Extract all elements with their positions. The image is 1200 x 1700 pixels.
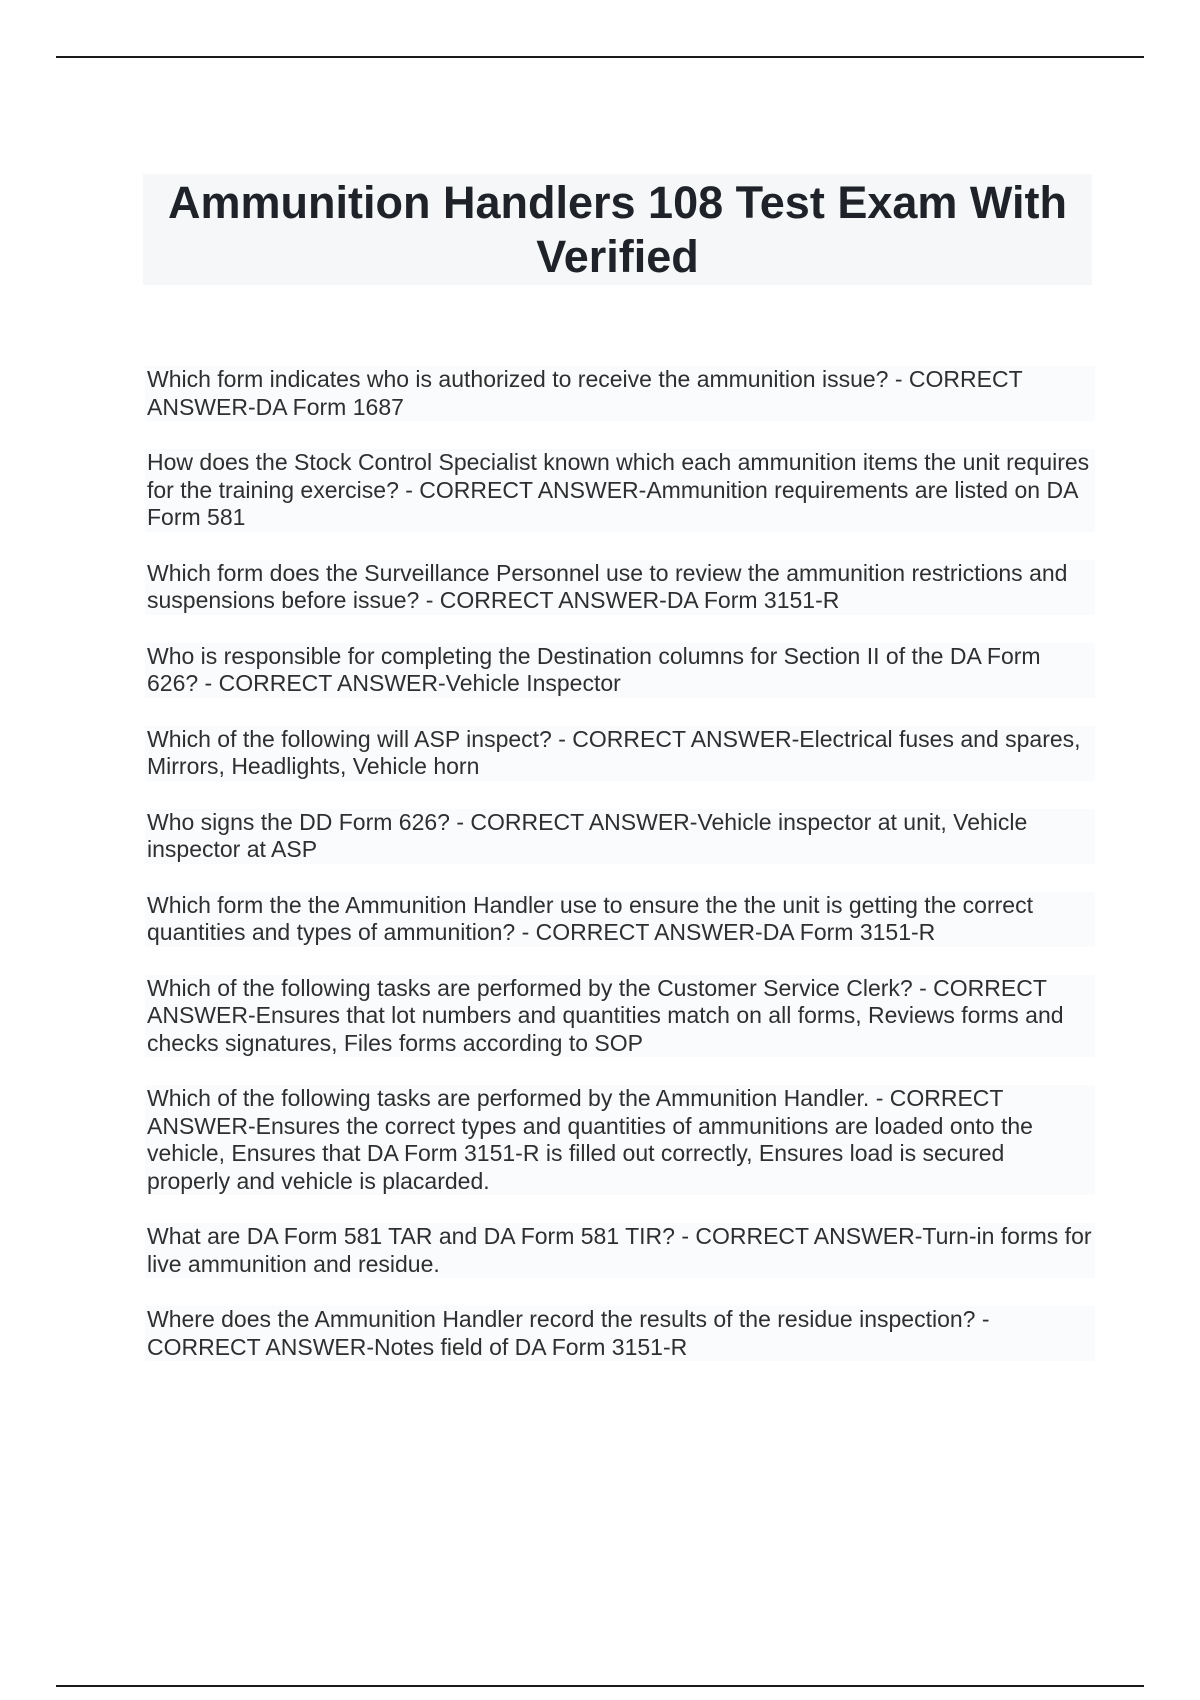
qa-item: Which of the following tasks are performed by the Ammunition Handler. - CORRECT ANSWER-Ensures the correct types and quantities of ammunitions are loaded onto the vehicle, Ensures that DA Form 3151-R is filled out correctly, Ensures load is secured properly and vehicle is placarded. <box>145 1085 1095 1195</box>
qa-item: Who signs the DD Form 626? - CORRECT ANSWER-Vehicle inspector at unit, Vehicle inspector at ASP <box>145 809 1095 864</box>
qa-item: Where does the Ammunition Handler record the results of the residue inspection? - CORRECT ANSWER-Notes field of DA Form 3151-R <box>145 1306 1095 1361</box>
qa-item: How does the Stock Control Specialist known which each ammunition items the unit requires for the training exercise? - CORRECT ANSWER-Ammunition requirements are listed on DA Form 581 <box>145 449 1095 532</box>
qa-item: Which of the following will ASP inspect? - CORRECT ANSWER-Electrical fuses and spares, Mirrors, Headlights, Vehicle horn <box>145 726 1095 781</box>
document-title: Ammunition Handlers 108 Test Exam With Verified <box>168 176 1067 282</box>
qa-item: Which of the following tasks are performed by the Customer Service Clerk? - CORRECT ANSWER-Ensures that lot numbers and quantities match on all forms, Reviews forms and checks signatures, Files forms according to SOP <box>145 975 1095 1058</box>
qa-item: Which form the the Ammunition Handler use to ensure the the unit is getting the correct quantities and types of ammunition? - CORRECT ANSWER-DA Form 3151-R <box>145 892 1095 947</box>
qa-item: Which form indicates who is authorized to receive the ammunition issue? - CORRECT ANSWER-DA Form 1687 <box>145 366 1095 421</box>
qa-item: Who is responsible for completing the Destination columns for Section II of the DA Form 626? - CORRECT ANSWER-Vehicle Inspector <box>145 643 1095 698</box>
top-rule <box>56 56 1144 58</box>
qa-item: Which form does the Surveillance Personnel use to review the ammunition restrictions and suspensions before issue? - CORRECT ANSWER-DA Form 3151-R <box>145 560 1095 615</box>
qa-list <box>145 366 1095 1389</box>
title-banner <box>143 174 1092 285</box>
qa-item: What are DA Form 581 TAR and DA Form 581 TIR? - CORRECT ANSWER-Turn-in forms for live ammunition and residue. <box>145 1223 1095 1278</box>
bottom-rule <box>56 1685 1144 1687</box>
